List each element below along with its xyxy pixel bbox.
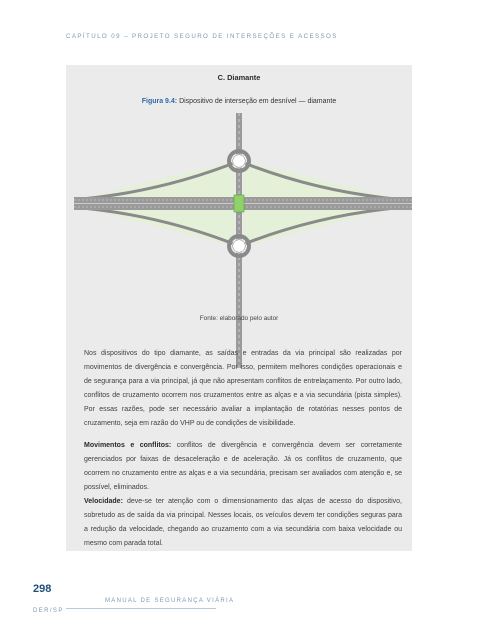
box-title: C. Diamante	[217, 73, 261, 82]
figure-source: Fonte: elaborado pelo autor	[199, 315, 279, 322]
paragraph-text: Nos dispositivos do tipo diamante, as saídas e entradas da via principal são realizadas por movimentos de divergência e convergência. Por isso, permitem melhores condições operacionais e de segurança para a via principal, já que não apresentam conflitos de entrelaçamento. Por outro lado, conflitos de cruzamento ocorrem nos cruzamentos entre as alças e a via secundária (pista simples). Por essas razões, pode ser necessário avaliar a implantação de rotatórias nesses pontos de cruzamento, seja em razão do VHP ou de condições de visibilidade.	[84, 350, 402, 427]
overpass-bridge	[234, 195, 244, 212]
running-head: CAPÍTULO 09 – PROJETO SEGURO DE INTERSEÇÕES E ACESSOS	[66, 33, 338, 40]
paragraph-velocidade	[84, 495, 402, 551]
grass-area-top-left	[84, 161, 234, 198]
diamond-interchange-diagram	[74, 113, 412, 368]
figure-caption-text: Dispositivo de interseção em desnível — diamante	[177, 98, 337, 105]
figure-box	[66, 65, 412, 551]
paragraph-lead: Movimentos e conflitos:	[84, 442, 172, 449]
figure-label: Figura 9.4:	[141, 98, 178, 105]
paragraph-movimentos	[84, 439, 402, 495]
paragraph-diamante	[84, 347, 402, 430]
paragraph-text: deve-se ter atenção com o dimensionamento das alças de acesso do dispositivo, sobretudo as de saída da via principal. Nesses locais, os veículos devem ter condições seguras para a redução da velocidade, chegando ao cruzamento com a via secundária com baixa velocidade ou mesmo com parada total.	[84, 498, 402, 547]
publisher-tag: DER/SP	[33, 608, 64, 614]
page-number: 298	[33, 583, 52, 595]
book-title: MANUAL DE SEGURANÇA VIÁRIA	[105, 598, 235, 604]
paragraph-text: conflitos de divergência e convergência devem ser corretamente gerenciados por faixas de desaceleração e de aceleração. Já os conflitos de cruzamento, que ocorrem no cruzamento entre as alças e a via secundária, precisam ser avaliados com atenção e, se possível, eliminados.	[84, 442, 402, 491]
grass-area-bottom-right	[244, 208, 394, 246]
grass-area-top-right	[244, 161, 394, 198]
paragraph-lead: Velocidade:	[84, 498, 123, 505]
grass-area-bottom-left	[84, 208, 234, 246]
figure-caption	[66, 98, 412, 105]
footer-divider	[66, 608, 216, 609]
